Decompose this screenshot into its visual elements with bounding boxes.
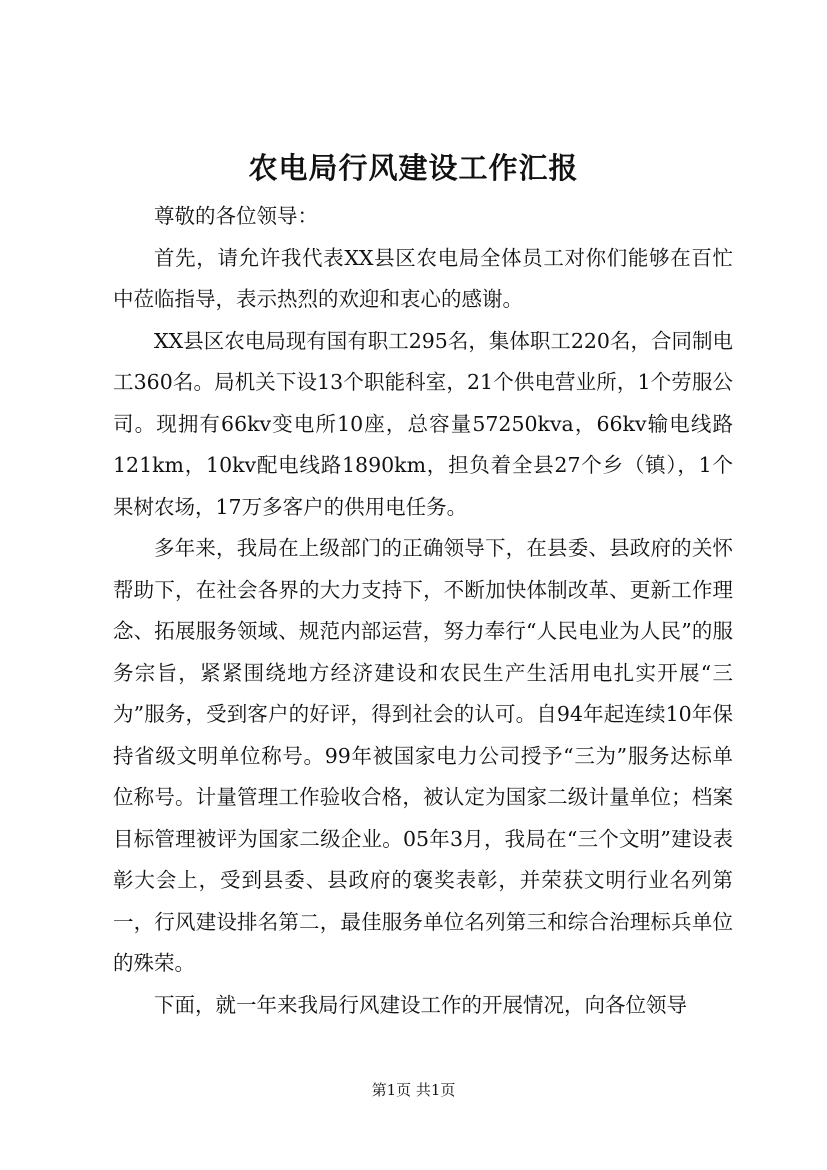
body-paragraph: 多年来，我局在上级部门的正确领导下，在县委、县政府的关怀帮助下，在社会各界的大力支持下，不断加快体制改革、更新工作理念、拓展服务领域、规范内部运营，努力奉行“人民电业为人民”的服务宗旨，紧紧围绕地方经济建设和农民生产生活用电扎实开展“三为”服务，受到客户的好评，得到社会的认可。自94年起连续10年保持省级文明单位称号。99年被国家电力公司授予“三为”服务达标单位称号。计量管理工作验收合格，被认定为国家二级计量单位；档案目标管理被评为国家二级企业。05年3月，我局在“三个文明”建设表彰大会上，受到县委、县政府的褒奖表彰，并荣获文明行业名列第一，行风建设排名第二，最佳服务单位名列第三和综合治理标兵单位的殊荣。 <box>113 536 733 975</box>
document-body <box>113 196 733 1026</box>
body-paragraph: XX县区农电局现有国有职工295名，集体职工220名，合同制电工360名。局机关下设13个职能科室，21个供电营业所，1个劳服公司。现拥有66kv变电所10座，总容量57250kva，66kv输电线路121km，10kv配电线路1890km，担负着全县27个乡（镇），1个果树农场，17万多客户的供用电任务。 <box>113 328 733 519</box>
salutation-paragraph: 尊敬的各位领导： <box>154 204 318 228</box>
body-paragraph: 首先，请允许我代表XX县区农电局全体员工对你们能够在百忙中莅临指导，表示热烈的欢迎和衷心的感谢。 <box>113 245 733 311</box>
body-paragraph: 下面，就一年来我局行风建设工作的开展情况，向各位领导 <box>154 992 687 1017</box>
page-number-footer: 第1页 共1页 <box>371 1081 456 1099</box>
document-title: 农电局行风建设工作汇报 <box>248 151 579 185</box>
